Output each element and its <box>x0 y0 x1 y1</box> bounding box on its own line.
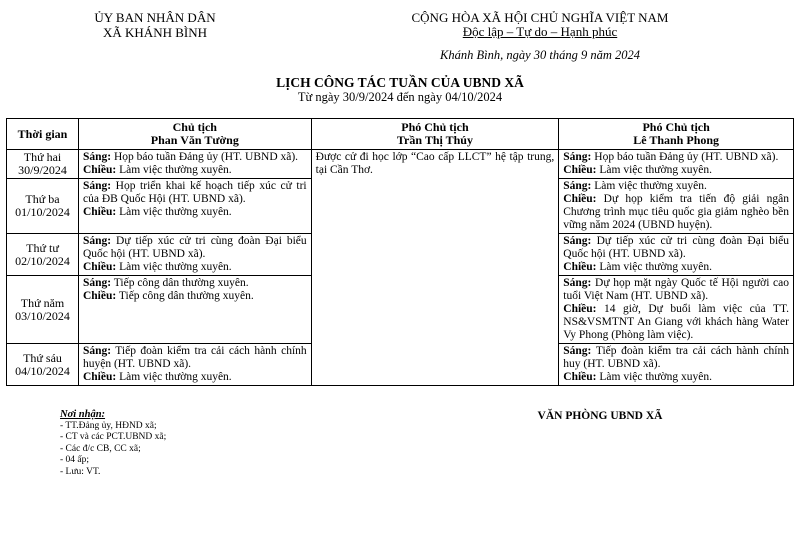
chairman-cell <box>78 150 311 179</box>
chairman-cell <box>78 234 311 276</box>
table-header-row <box>7 119 794 150</box>
afternoon-label: Chiều: <box>563 371 597 383</box>
afternoon-task: Làm việc thường xuyên. <box>596 164 712 176</box>
morning-task: Tiếp đoàn kiểm tra cải cách hành chính huyện (HT. UBND xã). <box>82 345 307 370</box>
morning-label: Sáng: <box>82 235 112 247</box>
day-name: Thứ ba <box>25 192 60 206</box>
time-column-header: Thời gian <box>7 119 79 150</box>
morning-label: Sáng: <box>563 345 592 357</box>
afternoon-label: Chiều: <box>563 303 597 315</box>
recipient-item: - TT.Đảng ủy, HĐND xã; <box>60 420 157 431</box>
afternoon-label: Chiều: <box>82 290 117 302</box>
morning-task: Tiếp đoàn kiểm tra cải cách hành chính huy (HT. UBND xã). <box>563 345 789 370</box>
vice-chair-2-role: Phó Chủ tịch <box>642 120 710 134</box>
document-subtitle: Từ ngày 30/9/2024 đến ngày 04/10/2024 <box>297 90 503 104</box>
afternoon-label: Chiều: <box>563 261 597 273</box>
table-row <box>7 150 794 179</box>
day-name: Thứ sáu <box>23 350 62 365</box>
morning-label: Sáng: <box>82 277 112 289</box>
afternoon-label: Chiều: <box>82 371 117 383</box>
schedule-table <box>6 118 794 386</box>
afternoon-task: Làm việc thường xuyên. <box>116 261 232 273</box>
afternoon-task: Dự họp kiểm tra tiến độ giải ngân Chương trình mục tiêu quốc gia giảm nghèo bền vững năm 2024 (UBND huyện). <box>563 193 789 231</box>
vice-chair-2-cell <box>559 179 794 234</box>
day-name: Thứ hai <box>23 150 62 164</box>
day-name: Thứ tư <box>26 240 59 255</box>
org-line-1: ỦY BAN NHÂN DÂN <box>94 10 216 25</box>
day-date: 03/10/2024 <box>15 308 70 323</box>
morning-task: Dự tiếp xúc cử tri cùng đoàn Đại biểu Quốc hội (HT. UBND xã). <box>82 235 307 260</box>
morning-task: Họp triển khai kế hoạch tiếp xúc cử tri của ĐB Quốc Hội (HT. UBND xã). <box>82 180 307 205</box>
recipient-item: - Các đ/c CB, CC xã; <box>60 443 141 454</box>
morning-label: Sáng: <box>563 277 592 289</box>
vice-chair-1-cell <box>311 150 559 386</box>
day-cell <box>7 344 79 386</box>
morning-label: Sáng: <box>563 235 592 247</box>
day-name: Thứ năm <box>20 295 65 310</box>
day-cell <box>7 234 79 276</box>
afternoon-label: Chiều: <box>82 261 117 273</box>
day-date: 04/10/2024 <box>15 363 70 378</box>
national-motto <box>380 24 700 40</box>
afternoon-task: Làm việc thường xuyên. <box>596 371 712 383</box>
recipients-heading: Nơi nhận: <box>60 409 106 420</box>
motto-text: Độc lập – Tự do – Hạnh phúc <box>462 24 618 39</box>
day-cell <box>7 150 79 179</box>
day-date: 30/9/2024 <box>18 163 67 177</box>
morning-task: Tiếp công dân thường xuyên. <box>111 277 249 289</box>
chairman-column-header <box>78 119 311 150</box>
vice-chair-2-column-header <box>559 119 794 150</box>
chairman-name: Phan Văn Tường <box>150 133 239 147</box>
day-date: 02/10/2024 <box>15 253 70 268</box>
issuing-office: VĂN PHÒNG UBND XÃ <box>537 410 663 422</box>
morning-task: Dự họp mặt ngày Quốc tế Hội người cao tuổi Việt Nam (HT. UBND xã). <box>563 277 789 302</box>
national-title: CỘNG HÒA XÃ HỘI CHỦ NGHĨA VIỆT NAM <box>411 10 669 25</box>
afternoon-task: Tiếp công dân thường xuyên. <box>116 290 254 302</box>
org-line-2: XÃ KHÁNH BÌNH <box>103 25 207 40</box>
morning-label: Sáng: <box>82 180 112 192</box>
document-title: LỊCH CÔNG TÁC TUẦN CỦA UBND XÃ <box>276 75 524 90</box>
chairman-cell <box>78 276 311 344</box>
chairman-cell <box>78 344 311 386</box>
afternoon-task: Làm việc thường xuyên. <box>116 371 232 383</box>
vice-chair-2-name: Lê Thanh Phong <box>633 133 720 147</box>
recipient-item: - Lưu: VT. <box>60 466 101 477</box>
day-cell <box>7 179 79 234</box>
day-date: 01/10/2024 <box>15 205 70 219</box>
morning-task: Làm việc thường xuyên. <box>591 180 707 192</box>
date-line: Khánh Bình, ngày 30 tháng 9 năm 2024 <box>440 48 640 62</box>
recipient-item: - CT và các PCT.UBND xã; <box>60 432 167 442</box>
morning-task: Dự tiếp xúc cử tri cùng đoàn Đại biểu Quốc hội (HT. UBND xã). <box>563 235 789 260</box>
afternoon-task: 14 giờ, Dự buổi làm việc của TT. NS&VSMTNT An Giang với khách hàng Water Vy Phong (Phòng làm việc). <box>563 303 789 341</box>
morning-task: Họp báo tuần Đảng ủy (HT. UBND xã). <box>591 151 779 163</box>
vice-chair-2-cell <box>559 150 794 179</box>
chairman-role: Chủ tịch <box>172 120 217 134</box>
morning-label: Sáng: <box>563 180 592 192</box>
chairman-cell <box>78 179 311 234</box>
vice-chair-2-cell <box>559 276 794 344</box>
afternoon-label: Chiều: <box>563 164 597 176</box>
afternoon-label: Chiều: <box>82 164 117 176</box>
afternoon-task: Làm việc thường xuyên. <box>116 164 232 176</box>
issuing-organization <box>70 10 240 40</box>
morning-label: Sáng: <box>82 345 112 357</box>
vice-chair-2-cell <box>559 344 794 386</box>
afternoon-task: Làm việc thường xuyên. <box>116 206 232 218</box>
vice-chair-1-task: Được cử đi học lớp “Cao cấp LLCT” hệ tập trung, tại Cần Thơ. <box>315 151 555 176</box>
day-cell <box>7 276 79 344</box>
morning-label: Sáng: <box>82 151 112 163</box>
recipient-item: - 04 ấp; <box>60 455 90 465</box>
recipients-block <box>60 409 320 478</box>
vice-chair-1-name: Trần Thị Thúy <box>396 133 473 147</box>
morning-task: Họp báo tuần Đảng ủy (HT. UBND xã). <box>111 151 299 163</box>
morning-label: Sáng: <box>563 151 592 163</box>
vice-chair-2-cell <box>559 234 794 276</box>
vice-chair-1-role: Phó Chủ tịch <box>401 120 469 134</box>
afternoon-label: Chiều: <box>82 206 117 218</box>
afternoon-task: Làm việc thường xuyên. <box>596 261 712 273</box>
vice-chair-1-column-header <box>311 119 559 150</box>
afternoon-label: Chiều: <box>563 193 597 205</box>
